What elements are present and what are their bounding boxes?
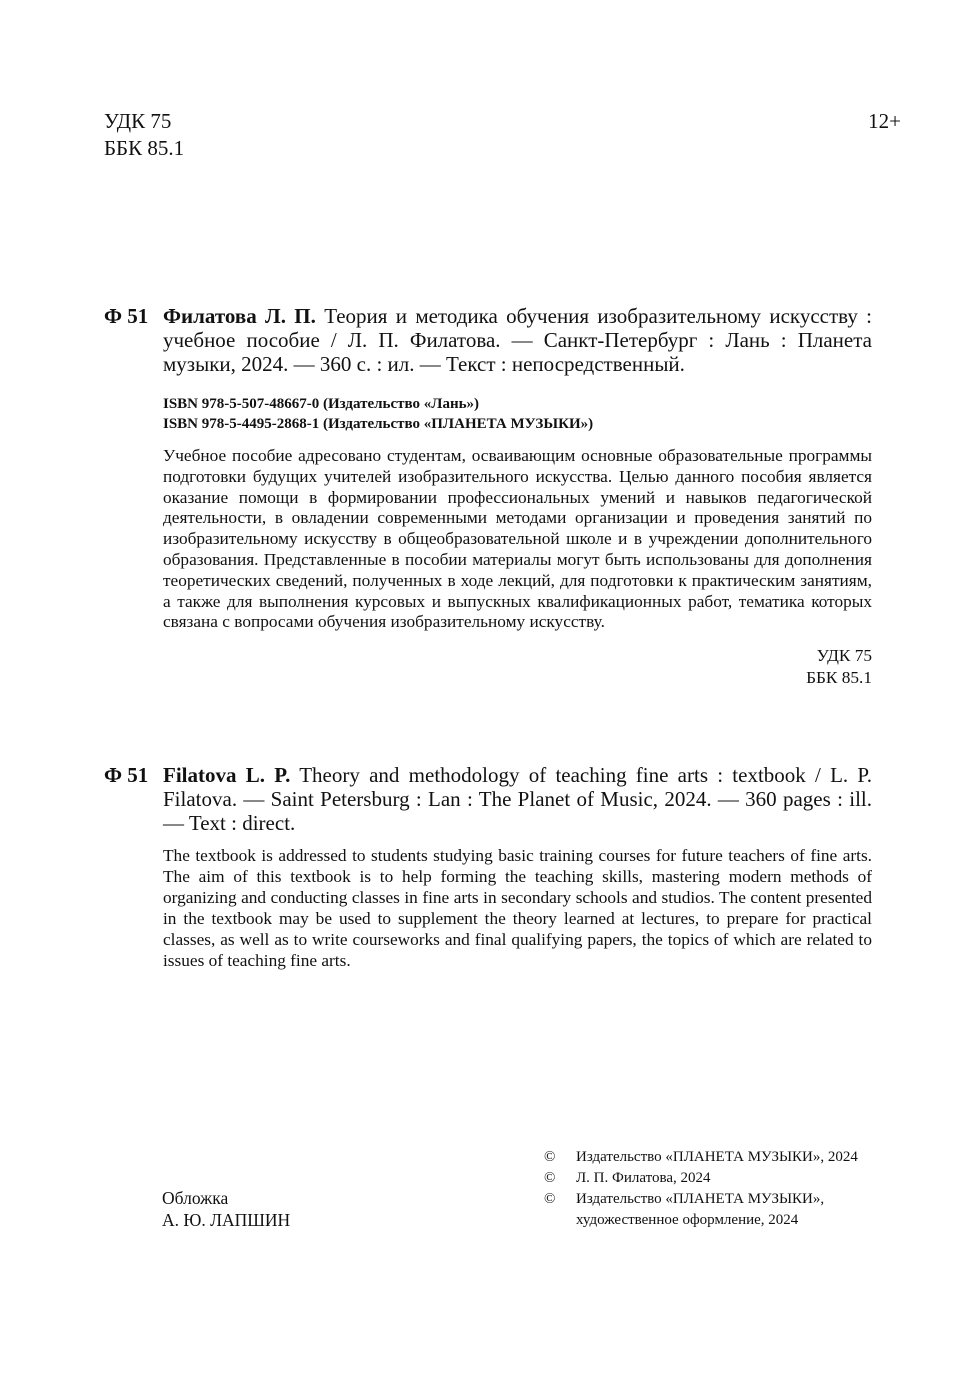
- header-udk: УДК 75: [104, 109, 172, 133]
- ru-abstract: Учебное пособие адресовано студентам, осваивающим основные образовательные программы подготовки будущих учителей изобразительного искусства. Целью данного пособия является оказание помощи в формировании профессиональных умений и навыков педагогической деятельности, в овладении современными методами организации и проведения занятий по изобразительному искусству в общеобразовательной школе и в учреждении дополнительного образования. Представленные в пособии материалы могут быть использованы для дополнения теоретических сведений, полученных в ходе лекций, для подготовки к практическим занятиям, а также для выполнения курсовых и выпускных квалификационных работ, тематика которых связана с вопросами обучения изобразительному искусству.: [163, 446, 872, 632]
- copyright-icon: ©: [544, 1170, 556, 1186]
- ru-entry-description: Теория и методика обучения изобразительному искусству : учебное пособие / Л. П. Филатова. — Санкт-Петербург : Лань : Планета музыки, 2024. — 360 с. : ил. — Текст : непосредственный.: [163, 304, 872, 376]
- header-bbk: ББК 85.1: [104, 136, 185, 160]
- header-codes: [104, 108, 184, 162]
- isbn-lan: ISBN 978-5-507-48667-0 (Издательство «Лань»): [163, 396, 480, 412]
- copyright-text: Издательство «ПЛАНЕТА МУЗЫКИ», 2024: [576, 1149, 858, 1165]
- age-rating: 12+: [868, 109, 901, 133]
- en-entry-author: Filatova L. P.: [163, 763, 291, 787]
- copyright-text: Л. П. Филатова, 2024: [576, 1170, 711, 1186]
- en-entry-heading: [104, 763, 872, 835]
- cover-artist: А. Ю. ЛАПШИН: [162, 1210, 291, 1230]
- copyright-block: [544, 1147, 874, 1231]
- ru-bbk: ББК 85.1: [806, 668, 872, 688]
- ru-udk: УДК 75: [816, 646, 872, 666]
- isbn-block: [163, 394, 872, 434]
- copyright-icon: ©: [544, 1149, 556, 1165]
- ru-entry-code: Ф 51: [104, 304, 149, 328]
- copyright-item: [544, 1168, 874, 1189]
- ru-entry-heading: [104, 304, 872, 376]
- en-entry-description: Theory and methodology of teaching fine arts : textbook / L. P. Filatova. — Saint Petersburg : Lan : The Planet of Music, 2024. — 360 pages : ill. — Text : direct.: [163, 763, 873, 835]
- copyright-item: [544, 1147, 874, 1168]
- copyright-item: [544, 1189, 874, 1231]
- copyright-text: Издательство «ПЛАНЕТА МУЗЫКИ», художественное оформление, 2024: [576, 1191, 825, 1228]
- ru-classification: [163, 645, 872, 689]
- ru-entry-author: Филатова Л. П.: [163, 304, 316, 328]
- ru-entry: [104, 304, 872, 689]
- isbn-planet: ISBN 978-5-4495-2868-1 (Издательство «ПЛАНЕТА МУЗЫКИ»): [163, 416, 594, 432]
- en-entry: [104, 763, 872, 971]
- cover-label: Обложка: [162, 1188, 229, 1208]
- en-abstract: The textbook is addressed to students studying basic training courses for future teachers of fine arts. The aim of this textbook is to help forming the teaching skills, mastering modern methods of organizing and conducting classes in fine arts in secondary schools and studios. The content presented in the textbook may be used to supplement the theory learned at lectures, to prepare for practical classes, as well as to write courseworks and final qualifying papers, the topics of which are related to issues of teaching fine arts.: [163, 846, 872, 970]
- cover-credit: [162, 1187, 290, 1231]
- en-entry-code: Ф 51: [104, 763, 149, 787]
- copyright-icon: ©: [544, 1191, 556, 1207]
